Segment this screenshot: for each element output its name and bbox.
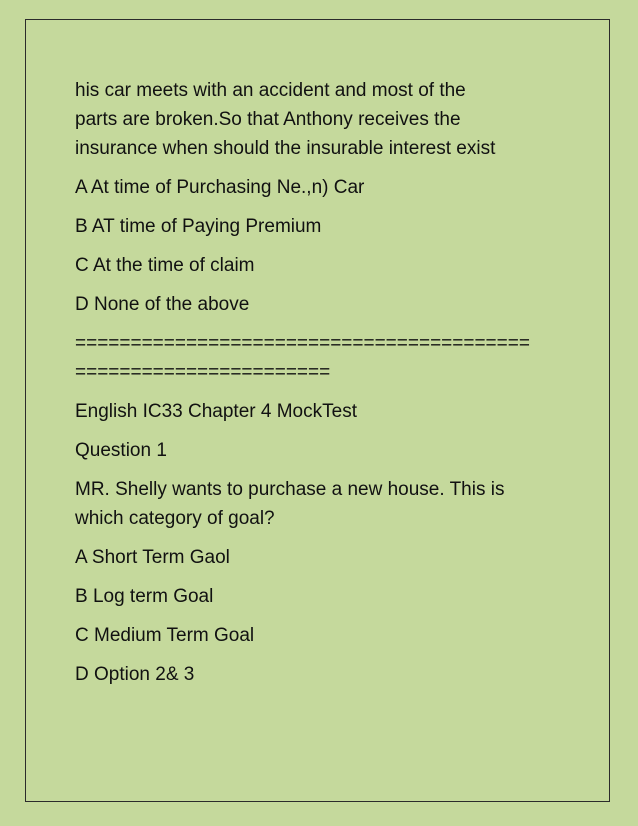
text-line: his car meets with an accident and most of the bbox=[75, 80, 466, 101]
text-line: which category of goal? bbox=[75, 508, 275, 529]
option-d: D Option 2& 3 bbox=[75, 664, 195, 685]
option-b: B AT time of Paying Premium bbox=[75, 216, 322, 237]
question-intro bbox=[75, 76, 575, 163]
separator-line: ======================= bbox=[75, 362, 331, 383]
text-line: parts are broken.So that Anthony receives the bbox=[75, 109, 461, 130]
option-d: D None of the above bbox=[75, 294, 250, 315]
page-content bbox=[75, 76, 575, 689]
question-number: Question 1 bbox=[75, 440, 167, 461]
separator-line: ========================================= bbox=[75, 333, 530, 354]
separator bbox=[75, 329, 575, 387]
text-line: MR. Shelly wants to purchase a new house. This is bbox=[75, 479, 505, 500]
option-c: C At the time of claim bbox=[75, 255, 255, 276]
option-b: B Log term Goal bbox=[75, 586, 214, 607]
option-a: A At time of Purchasing Ne.,n) Car bbox=[75, 177, 365, 198]
option-c: C Medium Term Goal bbox=[75, 625, 255, 646]
section-heading: English IC33 Chapter 4 MockTest bbox=[75, 401, 357, 422]
text-line: insurance when should the insurable interest exist bbox=[75, 138, 496, 159]
option-a: A Short Term Gaol bbox=[75, 547, 230, 568]
question-text bbox=[75, 475, 575, 533]
